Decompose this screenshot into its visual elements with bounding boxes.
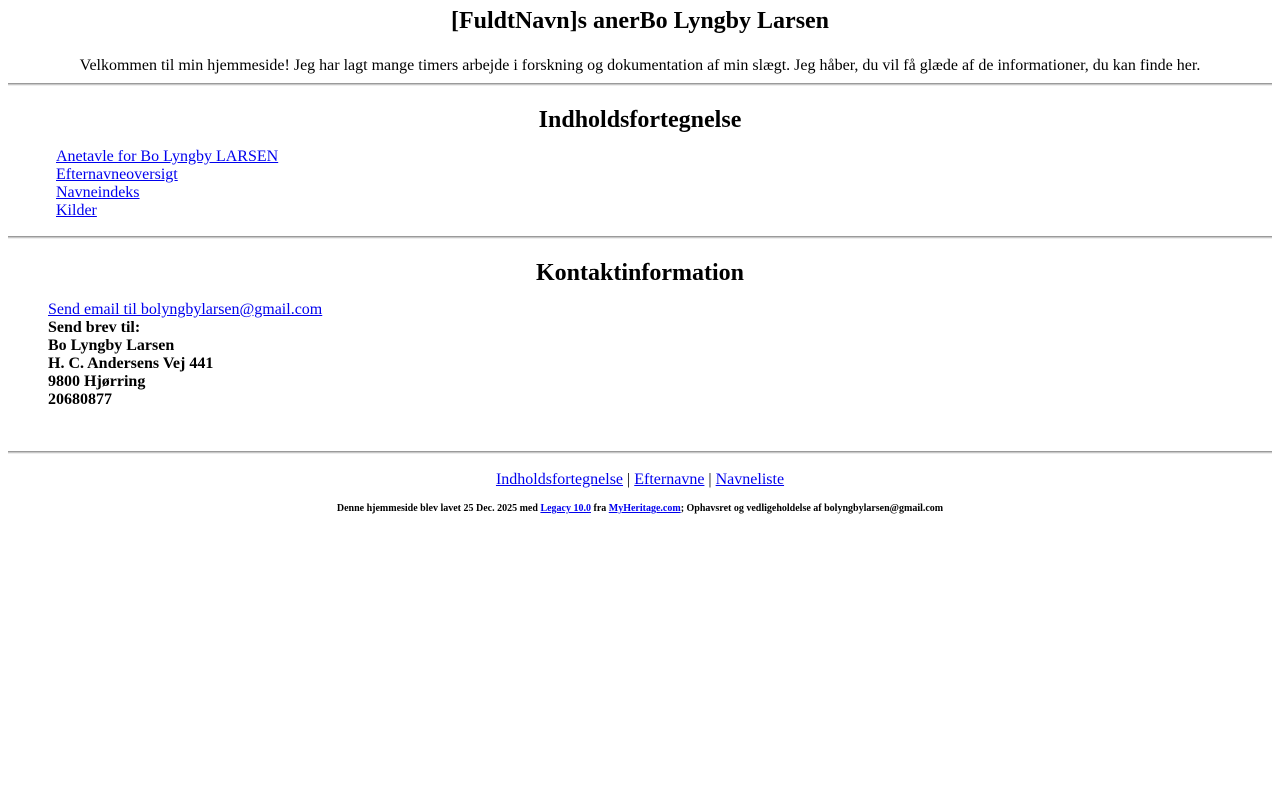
footer-note (8, 503, 1272, 515)
footer-nav (8, 471, 1272, 489)
footer-note-suffix: ; Ophavsret og vedligeholdelse af bolyngbylarsen@gmail.com (680, 503, 944, 514)
toc-link-name-index[interactable]: Navneindeks (56, 184, 140, 201)
separator: | (708, 471, 712, 488)
separator: | (627, 471, 631, 488)
footer-link-toc[interactable]: Indholdsfortegnelse (495, 471, 624, 488)
page-title: [FuldtNavn]s anerBo Lyngby Larsen (450, 8, 830, 34)
send-letter-label: Send brev til: (48, 319, 141, 336)
myheritage-link[interactable]: MyHeritage.com (608, 503, 681, 514)
contact-phone: 20680877 (48, 391, 112, 408)
contact-heading: Kontaktinformation (535, 260, 744, 286)
list-item (56, 184, 1272, 202)
toc-link-pedigree[interactable]: Anetavle for Bo Lyngby LARSEN (56, 148, 279, 165)
toc-link-surnames[interactable]: Efternavneoversigt (56, 166, 178, 183)
legacy-link[interactable]: Legacy 10.0 (540, 503, 591, 514)
toc-link-sources[interactable]: Kilder (56, 202, 97, 219)
list-item (56, 166, 1272, 184)
footer-note-prefix: Denne hjemmeside blev lavet 25 Dec. 2025 med (336, 503, 541, 514)
list-item (56, 202, 1272, 220)
contact-block (8, 301, 1272, 409)
contact-name: Bo Lyngby Larsen (48, 337, 175, 354)
toc-list (8, 148, 1272, 220)
welcome-text: Velkommen til min hjemmeside! Jeg har lagt mange timers arbejde i forskning og dokumentation af min slægt. Jeg håber, du vil få glæde af de informationer, du kan finde her. (79, 57, 1201, 74)
footer-note-middle: fra (590, 503, 609, 514)
contact-city: 9800 Hjørring (48, 373, 146, 390)
toc-heading: Indholdsfortegnelse (538, 107, 742, 133)
footer-link-surnames[interactable]: Efternavne (634, 471, 705, 488)
list-item (56, 148, 1272, 166)
footer-link-namelist[interactable]: Navneliste (715, 471, 785, 488)
contact-street: H. C. Andersens Vej 441 (48, 355, 214, 372)
email-link[interactable]: Send email til bolyngbylarsen@gmail.com (48, 301, 323, 318)
